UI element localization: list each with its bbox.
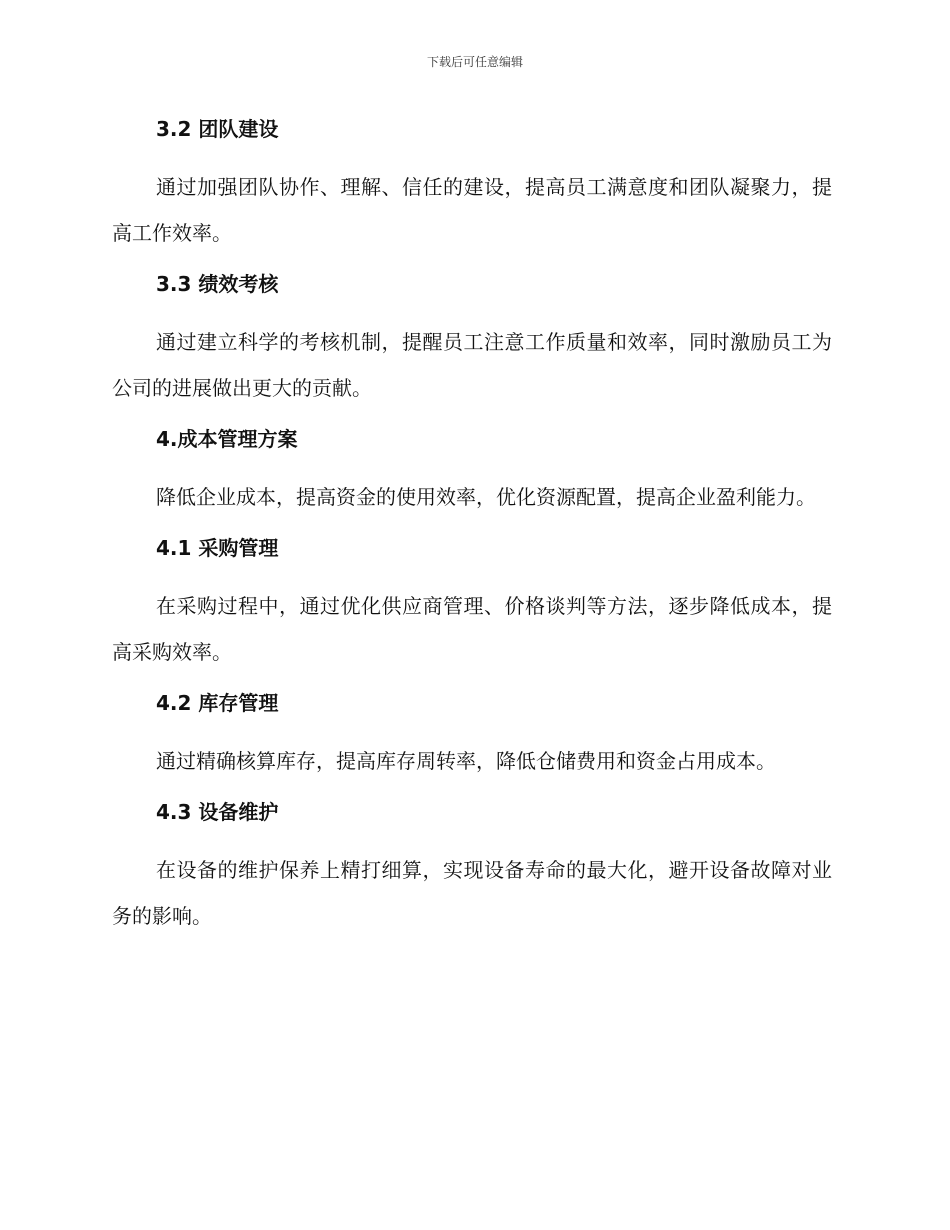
section-heading-4: 4.成本管理方案 — [156, 427, 298, 451]
section-paragraph-3-3: 通过建立科学的考核机制，提醒员工注意工作质量和效率，同时激励员工为公司的进展做出更大的贡献。 — [112, 330, 832, 400]
section-heading-4-3: 4.3 设备维护 — [156, 800, 279, 824]
document-body — [112, 111, 832, 939]
section-paragraph-3-2: 通过加强团队协作、理解、信任的建设，提高员工满意度和团队凝聚力，提高工作效率。 — [112, 175, 832, 245]
section-heading-4-1: 4.1 采购管理 — [156, 536, 279, 560]
section-heading-3-2: 3.2 团队建设 — [156, 117, 279, 141]
section-heading-4-2: 4.2 库存管理 — [156, 691, 279, 715]
section-paragraph-4-1: 在采购过程中，通过优化供应商管理、价格谈判等方法，逐步降低成本，提高采购效率。 — [112, 594, 832, 664]
section-heading-3-3: 3.3 绩效考核 — [156, 272, 279, 296]
section-paragraph-4-2: 通过精确核算库存，提高库存周转率，降低仓储费用和资金占用成本。 — [156, 749, 776, 773]
section-paragraph-4: 降低企业成本，提高资金的使用效率，优化资源配置，提高企业盈利能力。 — [156, 485, 816, 509]
section-paragraph-4-3: 在设备的维护保养上精打细算，实现设备寿命的最大化，避开设备故障对业务的影响。 — [112, 858, 832, 928]
page-header: 下载后可任意编辑 — [426, 55, 523, 69]
